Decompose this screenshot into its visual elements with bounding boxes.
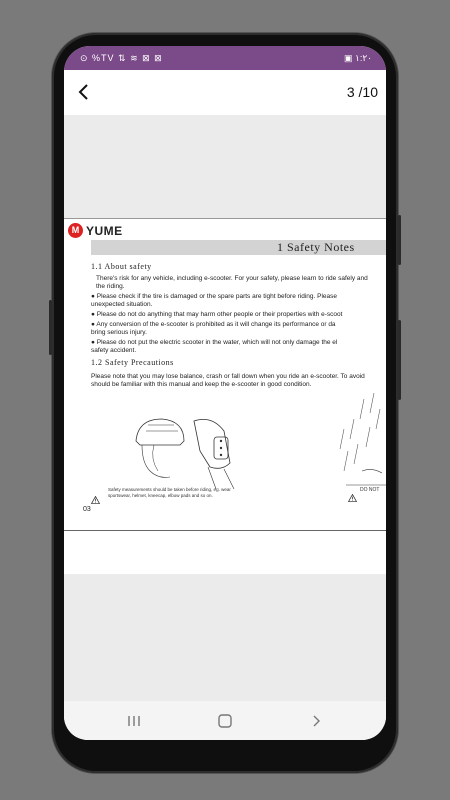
doc-line: There's risk for any vehicle, including e-scooter. For your safety, please learn to ride safely and	[96, 275, 368, 282]
warning-icon	[348, 494, 357, 502]
warning-icon	[91, 496, 100, 504]
subsection-title: 1.2 Safety Precautions	[91, 359, 174, 367]
page-divider	[64, 530, 386, 531]
volume-button	[49, 300, 52, 355]
back-button[interactable]	[72, 80, 96, 104]
doc-line: safety accident.	[91, 347, 137, 354]
home-icon	[215, 711, 235, 731]
status-icons-left: ⊙ %TV ⇅ ≋ ⊠ ⊠	[80, 53, 163, 63]
side-button	[398, 320, 401, 400]
brand-logo-mark: M	[68, 223, 83, 238]
rain-illustration	[336, 389, 386, 489]
document-page-number: 03	[83, 506, 91, 513]
chevron-left-icon	[72, 80, 96, 104]
doc-line: bring serious injury.	[91, 329, 147, 336]
back-nav-icon	[306, 711, 326, 731]
doc-line: Please note that you may lose balance, crash or fall down when you ride an e-scooter. To avoid	[91, 373, 365, 380]
pdf-viewer[interactable]	[64, 115, 386, 727]
doc-line: ● Please do not put the electric scooter in the water, which will not only damage the el	[91, 339, 338, 346]
status-clock: ▣ ١:٢٠	[343, 53, 372, 63]
brand-logo	[68, 223, 123, 238]
doc-line: ● Any conversion of the e-scooter is prohibited as it will change its performance or da	[91, 321, 336, 328]
pdf-page[interactable]	[64, 218, 386, 574]
illustration-caption: DO NOT	[360, 487, 380, 493]
doc-line: the riding.	[96, 283, 125, 290]
status-bar	[64, 46, 386, 70]
power-button	[398, 215, 401, 265]
recents-icon	[124, 711, 144, 731]
page-indicator: 3 /10	[346, 84, 378, 100]
doc-line: unexpected situation.	[91, 301, 153, 308]
section-header-bar	[91, 240, 386, 255]
brand-name: YUME	[86, 223, 123, 238]
recents-button[interactable]	[124, 711, 144, 731]
screen	[64, 46, 386, 740]
doc-line: ● Please check if the tire is damaged or the spare parts are tight before riding. Please	[91, 293, 338, 300]
illustration-caption: Safety measurements should be taken before riding, eg. wear	[108, 487, 231, 492]
nav-back-button[interactable]	[306, 711, 326, 731]
section-title: 1 Safety Notes	[277, 240, 355, 254]
app-bar	[64, 70, 386, 115]
subsection-title: 1.1 About safety	[91, 263, 152, 271]
home-button[interactable]	[215, 711, 235, 731]
system-nav-bar	[64, 701, 386, 740]
illustration-caption: sportswear, helmet, kneecap, elbow pads and so on.	[108, 493, 213, 498]
doc-line: ● Please do not do anything that may harm other people or their properties with e-scoot	[91, 311, 343, 318]
safety-gear-illustration	[124, 411, 254, 491]
doc-line: should be familiar with this manual and keep the e-scooter in good condition.	[91, 381, 312, 388]
